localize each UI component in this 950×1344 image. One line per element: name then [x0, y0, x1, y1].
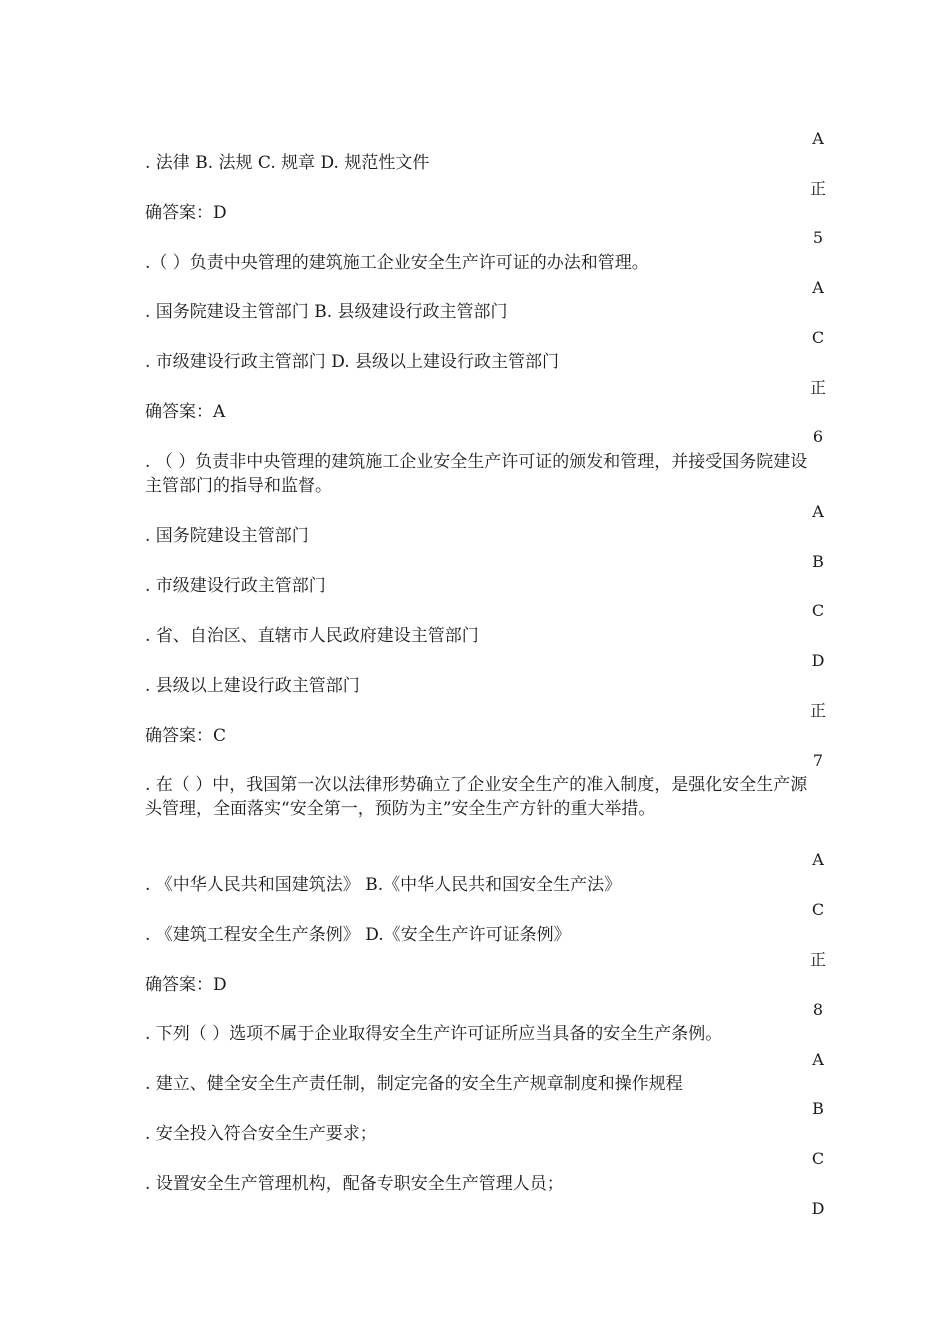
answer-line: 确答案：D: [145, 203, 227, 223]
margin-marker: C: [811, 1149, 825, 1168]
option-line: . 县级以上建设行政主管部门: [145, 676, 360, 696]
margin-marker: 8: [812, 1000, 824, 1019]
margin-marker: C: [811, 601, 825, 620]
margin-marker: 5: [812, 228, 824, 247]
option-line: . 安全投入符合安全生产要求；: [145, 1124, 377, 1144]
option-line: . 市级建设行政主管部门 D. 县级以上建设行政主管部门: [145, 352, 560, 372]
margin-marker: 7: [812, 751, 824, 770]
margin-marker: 6: [812, 427, 824, 446]
margin-marker: 正: [809, 378, 826, 397]
answer-line: 确答案：C: [145, 726, 227, 746]
margin-marker: C: [811, 900, 825, 919]
option-line: . 法律 B. 法规 C. 规章 D. 规范性文件: [145, 153, 430, 173]
margin-marker: A: [812, 278, 824, 297]
margin-marker: A: [812, 502, 824, 521]
margin-marker: A: [812, 1050, 824, 1069]
question-line: . （ ）负责非中央管理的建筑施工企业安全生产许可证的颁发和管理，并接受国务院建设主管部门的指导和监督。: [145, 452, 808, 496]
question-line: . 下列（ ）选项不属于企业取得安全生产许可证所应当具备的安全生产条例。: [145, 1024, 723, 1044]
margin-marker: C: [811, 328, 825, 347]
option-line: . 省、自治区、直辖市人民政府建设主管部门: [145, 626, 479, 646]
margin-marker: 正: [809, 701, 826, 720]
margin-marker: 正: [809, 950, 826, 969]
answer-line: 确答案：A: [145, 402, 226, 422]
margin-marker: A: [812, 850, 824, 869]
option-line: . 《中华人民共和国建筑法》 B.《中华人民共和国安全生产法》: [145, 875, 622, 895]
option-line: . 建立、健全安全生产责任制，制定完备的安全生产规章制度和操作规程: [145, 1074, 683, 1094]
margin-marker: 正: [809, 179, 826, 198]
answer-line: 确答案：D: [145, 975, 227, 995]
option-line: . 设置安全生产管理机构，配备专职安全生产管理人员；: [145, 1174, 564, 1194]
question-line: .（ ）负责中央管理的建筑施工企业安全生产许可证的办法和管理。: [145, 253, 649, 273]
margin-marker: B: [812, 552, 824, 571]
margin-marker: A: [812, 129, 824, 148]
margin-marker: D: [811, 1199, 825, 1218]
margin-marker: B: [812, 1099, 824, 1118]
option-line: . 国务院建设主管部门: [145, 526, 309, 546]
option-line: . 市级建设行政主管部门: [145, 576, 326, 596]
margin-marker: D: [811, 651, 825, 670]
option-line: . 国务院建设主管部门 B. 县级建设行政主管部门: [145, 302, 508, 322]
question-line: . 在（ ）中，我国第一次以法律形势确立了企业安全生产的准入制度，是强化安全生产源头管理，全面落实“安全第一，预防为主”安全生产方针的重大举措。: [145, 775, 808, 819]
option-line: . 《建筑工程安全生产条例》 D.《安全生产许可证条例》: [145, 925, 571, 945]
